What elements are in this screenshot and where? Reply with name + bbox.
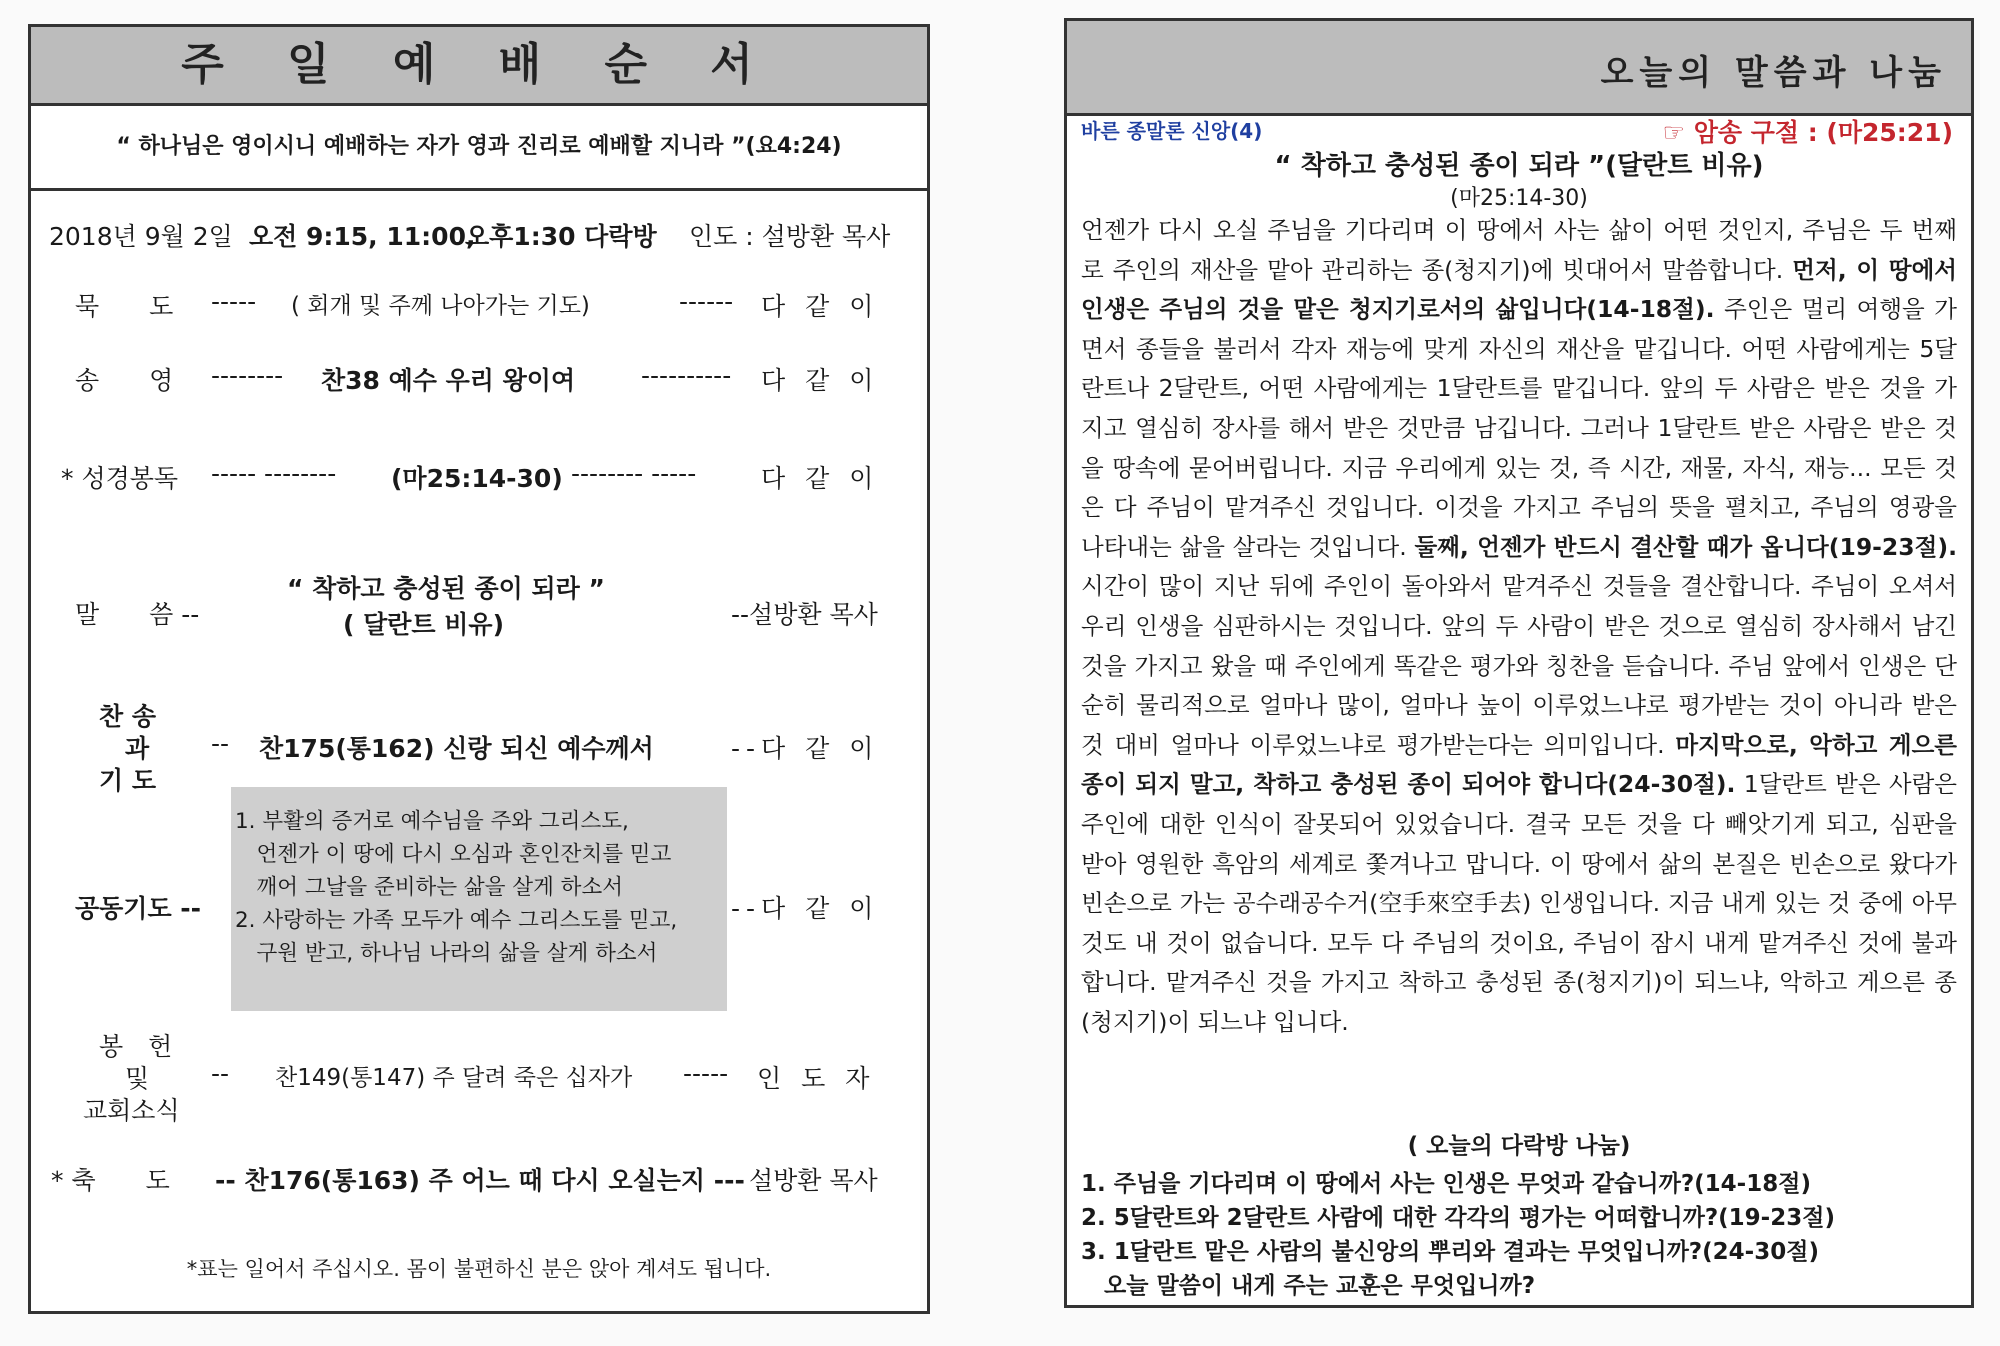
order-label: 기 도 — [99, 766, 157, 795]
sermon-heading: “ 착하고 충성된 종이 되라 ”(달란트 비유) — [1274, 151, 1764, 181]
service-times: 오전 9:15, 11:00, — [249, 222, 476, 251]
body-point: 둘째, 언젠가 반드시 결산할 때가 옵니다(19-23절). — [1414, 532, 1957, 561]
order-label: 교회소식 — [83, 1096, 180, 1125]
order-performer: 인 도 자 — [757, 1064, 876, 1093]
afternoon-service: 오후1:30 다락방 — [465, 222, 657, 251]
order-dash: -------- — [211, 361, 284, 390]
order-label: 묵 도 — [75, 292, 174, 321]
worship-order-panel — [28, 24, 930, 1314]
order-dash: ----- -------- — [211, 459, 337, 488]
prayer-line: 깨어 그날을 준비하는 삶을 살게 하소서 — [235, 875, 623, 900]
order-dash: -------- ----- — [571, 459, 697, 488]
body-text: 시간이 많이 지난 뒤에 주인이 돌아와서 맡겨주신 것들을 결산합니다. 주님이 오셔서 우리 인생을 심판하시는 것입니다. 앞의 두 사람이 받은 것으로 열심히 장사해서 남긴 것을 가지고 왔을 때 주인에게 똑같은 평가와 칭찬을 듣습니다. 주님 앞에서 인생은 단순히 물리적으로 얼마나 많이, 얼마나 높이 이루었느냐로 평가받는 것이 아니라 받은 것 대비 얼마나 이루었느냐로 평가받는다는 의미입니다. — [1081, 572, 1957, 759]
order-label: 공동기도 -- — [75, 894, 202, 923]
order-label: * 축 도 — [51, 1166, 170, 1195]
theme-verse: “ 하나님은 영이시니 예배하는 자가 영과 진리로 예배할 지니라 ”(요4:24) — [31, 106, 927, 191]
sermon-body — [1081, 211, 1957, 1042]
discussion-question: 2. 5달란트와 2달란트 사람에 대한 각각의 평가는 어떠합니까?(19-23절) — [1081, 1205, 1835, 1231]
sermon-title: “ 착하고 충성된 종이 되라 ” — [287, 574, 605, 603]
common-prayer-box — [231, 787, 727, 1011]
order-dash: ------ — [679, 287, 734, 316]
order-dash: ----- — [683, 1059, 729, 1088]
order-dash: ----- — [211, 287, 257, 316]
order-content: 찬149(통147) 주 달려 죽은 십자가 — [275, 1065, 633, 1091]
order-dash: ---------- — [641, 361, 732, 390]
order-performer: --다 같 이 — [731, 734, 880, 763]
order-label: 봉 헌 — [99, 1032, 173, 1061]
prayer-line: 2. 사랑하는 가족 모두가 예수 그리스도를 믿고, — [235, 908, 678, 933]
sharing-header — [1067, 21, 1971, 116]
order-dash: -- — [211, 729, 230, 758]
service-leader: 인도 : 설방환 목사 — [689, 222, 891, 251]
order-label: 및 — [125, 1064, 150, 1093]
order-content: 찬38 예수 우리 왕이여 — [321, 366, 576, 395]
sharing-title: ( 오늘의 다락방 나눔) — [1407, 1133, 1631, 1159]
order-performer: 다 같 이 — [761, 292, 880, 321]
body-text: 주인은 멀리 여행을 가면서 종들을 불러서 각자 재능에 맞게 자신의 재산을 맡깁니다. 어떤 사람에게는 5달란트나 2달란트, 어떤 사람에게는 1달란트를 맡깁니다. 앞의 두 사람은 받은 것을 가지고 열심히 장사를 해서 받은 것만큼 남깁니다. 그러나 1달란트 받은 사람은 받은 것을 땅속에 묻어버립니다. 지금 우리에게 있는 것, 즉 시간, 재물, 자식, 재능... 모든 것은 다 주님이 맡겨주신 것입니다. 이것을 가지고 주님의 뜻을 펼치고, 주님의 영광을 나타내는 삶을 살라는 것입니다. — [1081, 295, 1957, 561]
body-point: 먼저, 이 땅에서 인생은 주님의 것을 맡은 청지기로서의 삶입니다(14-18절). — [1081, 255, 1957, 324]
order-content: 찬175(통162) 신랑 되신 예수께서 — [259, 734, 654, 763]
order-label: 과 — [125, 734, 150, 763]
order-content: (마25:14-30) — [391, 464, 563, 493]
sermon-subtitle: ( 달란트 비유) — [343, 610, 505, 639]
order-content: ( 회개 및 주께 나아가는 기도) — [291, 293, 590, 319]
discussion-question: 오늘 말씀이 내게 주는 교훈은 무엇입니까? — [1081, 1273, 1536, 1299]
order-performer: 다 같 이 — [761, 464, 880, 493]
body-text: 언젠가 다시 오실 주님을 기다리며 이 땅에서 사는 삶이 어떤 것인지, 주님은 두 번째로 주인의 재산을 맡아 관리하는 종(청지기)에 빗대어서 말씀합니다. — [1081, 216, 1957, 284]
order-performer: 설방환 목사 — [749, 1166, 878, 1195]
order-label: * 성경봉독 — [61, 464, 179, 493]
sermon-reference: (마25:14-30) — [1450, 186, 1588, 211]
body-text: 1달란트 받은 사람은 주인에 대한 인식이 잘못되어 있었습니다. 결국 모든 것을 다 빼앗기게 되고, 심판을 받아 영원한 흑암의 세계로 쫓겨나고 맙니다. 이 땅에서 삶의 본질은 빈손으로 왔다가 빈손으로 가는 공수래공수거(空手來空手去) 인생입니다. 지금 내게 있는 것 중에 아무 것도 내 것이 없습니다. 모두 다 주님의 것이요, 주님이 잠시 내게 맡겨주신 것에 불과합니다. 맡겨주신 것을 가지고 착하고 충성된 종(청지기)이 되느냐, 악하고 게으른 종(청지기)이 되느냐 입니다. — [1081, 770, 1957, 1036]
order-label: 말 씀 -- — [75, 600, 200, 629]
order-dash: -- — [211, 1059, 230, 1088]
sharing-header-title: 오늘의 말씀과 나눔 — [1600, 53, 1947, 93]
prayer-line: 구원 받고, 하나님 나라의 삶을 살게 하소서 — [235, 941, 658, 966]
discussion-question: 1. 주님을 기다리며 이 땅에서 사는 인생은 무엇과 같습니까?(14-18절) — [1081, 1171, 1811, 1197]
prayer-line: 1. 부활의 증거로 예수님을 주와 그리스도, — [235, 809, 629, 834]
standing-note: *표는 일어서 주십시오. 몸이 불편하신 분은 앉아 계셔도 됩니다. — [186, 1257, 772, 1281]
prayer-line: 언젠가 이 땅에 다시 오심과 혼인잔치를 믿고 — [235, 842, 672, 867]
memory-verse: ☞ 암송 구절 : (마25:21) — [1662, 118, 1953, 147]
sermon-sharing-panel — [1064, 18, 1974, 1308]
order-label: 송 영 — [75, 366, 174, 395]
order-content: -- 찬176(통163) 주 어느 때 다시 오실는지 --- — [215, 1166, 745, 1195]
order-performer: --설방환 목사 — [731, 600, 878, 629]
order-performer: --다 같 이 — [731, 894, 880, 923]
order-label: 찬 송 — [99, 702, 157, 731]
order-performer: 다 같 이 — [761, 366, 880, 395]
worship-order-title: 주 일 예 배 순 서 — [31, 27, 927, 106]
body-point: 마지막으로, 악하고 게으른 종이 되지 말고, 착하고 충성된 종이 되어야 합니다(24-30절). — [1081, 730, 1957, 799]
discussion-question: 3. 1달란트 맡은 사람의 불신앙의 뿌리와 결과는 무엇입니까?(24-30절) — [1081, 1239, 1819, 1265]
service-date: 2018년 9월 2일 — [49, 222, 233, 251]
series-label: 바른 종말론 신앙(4) — [1081, 119, 1263, 143]
